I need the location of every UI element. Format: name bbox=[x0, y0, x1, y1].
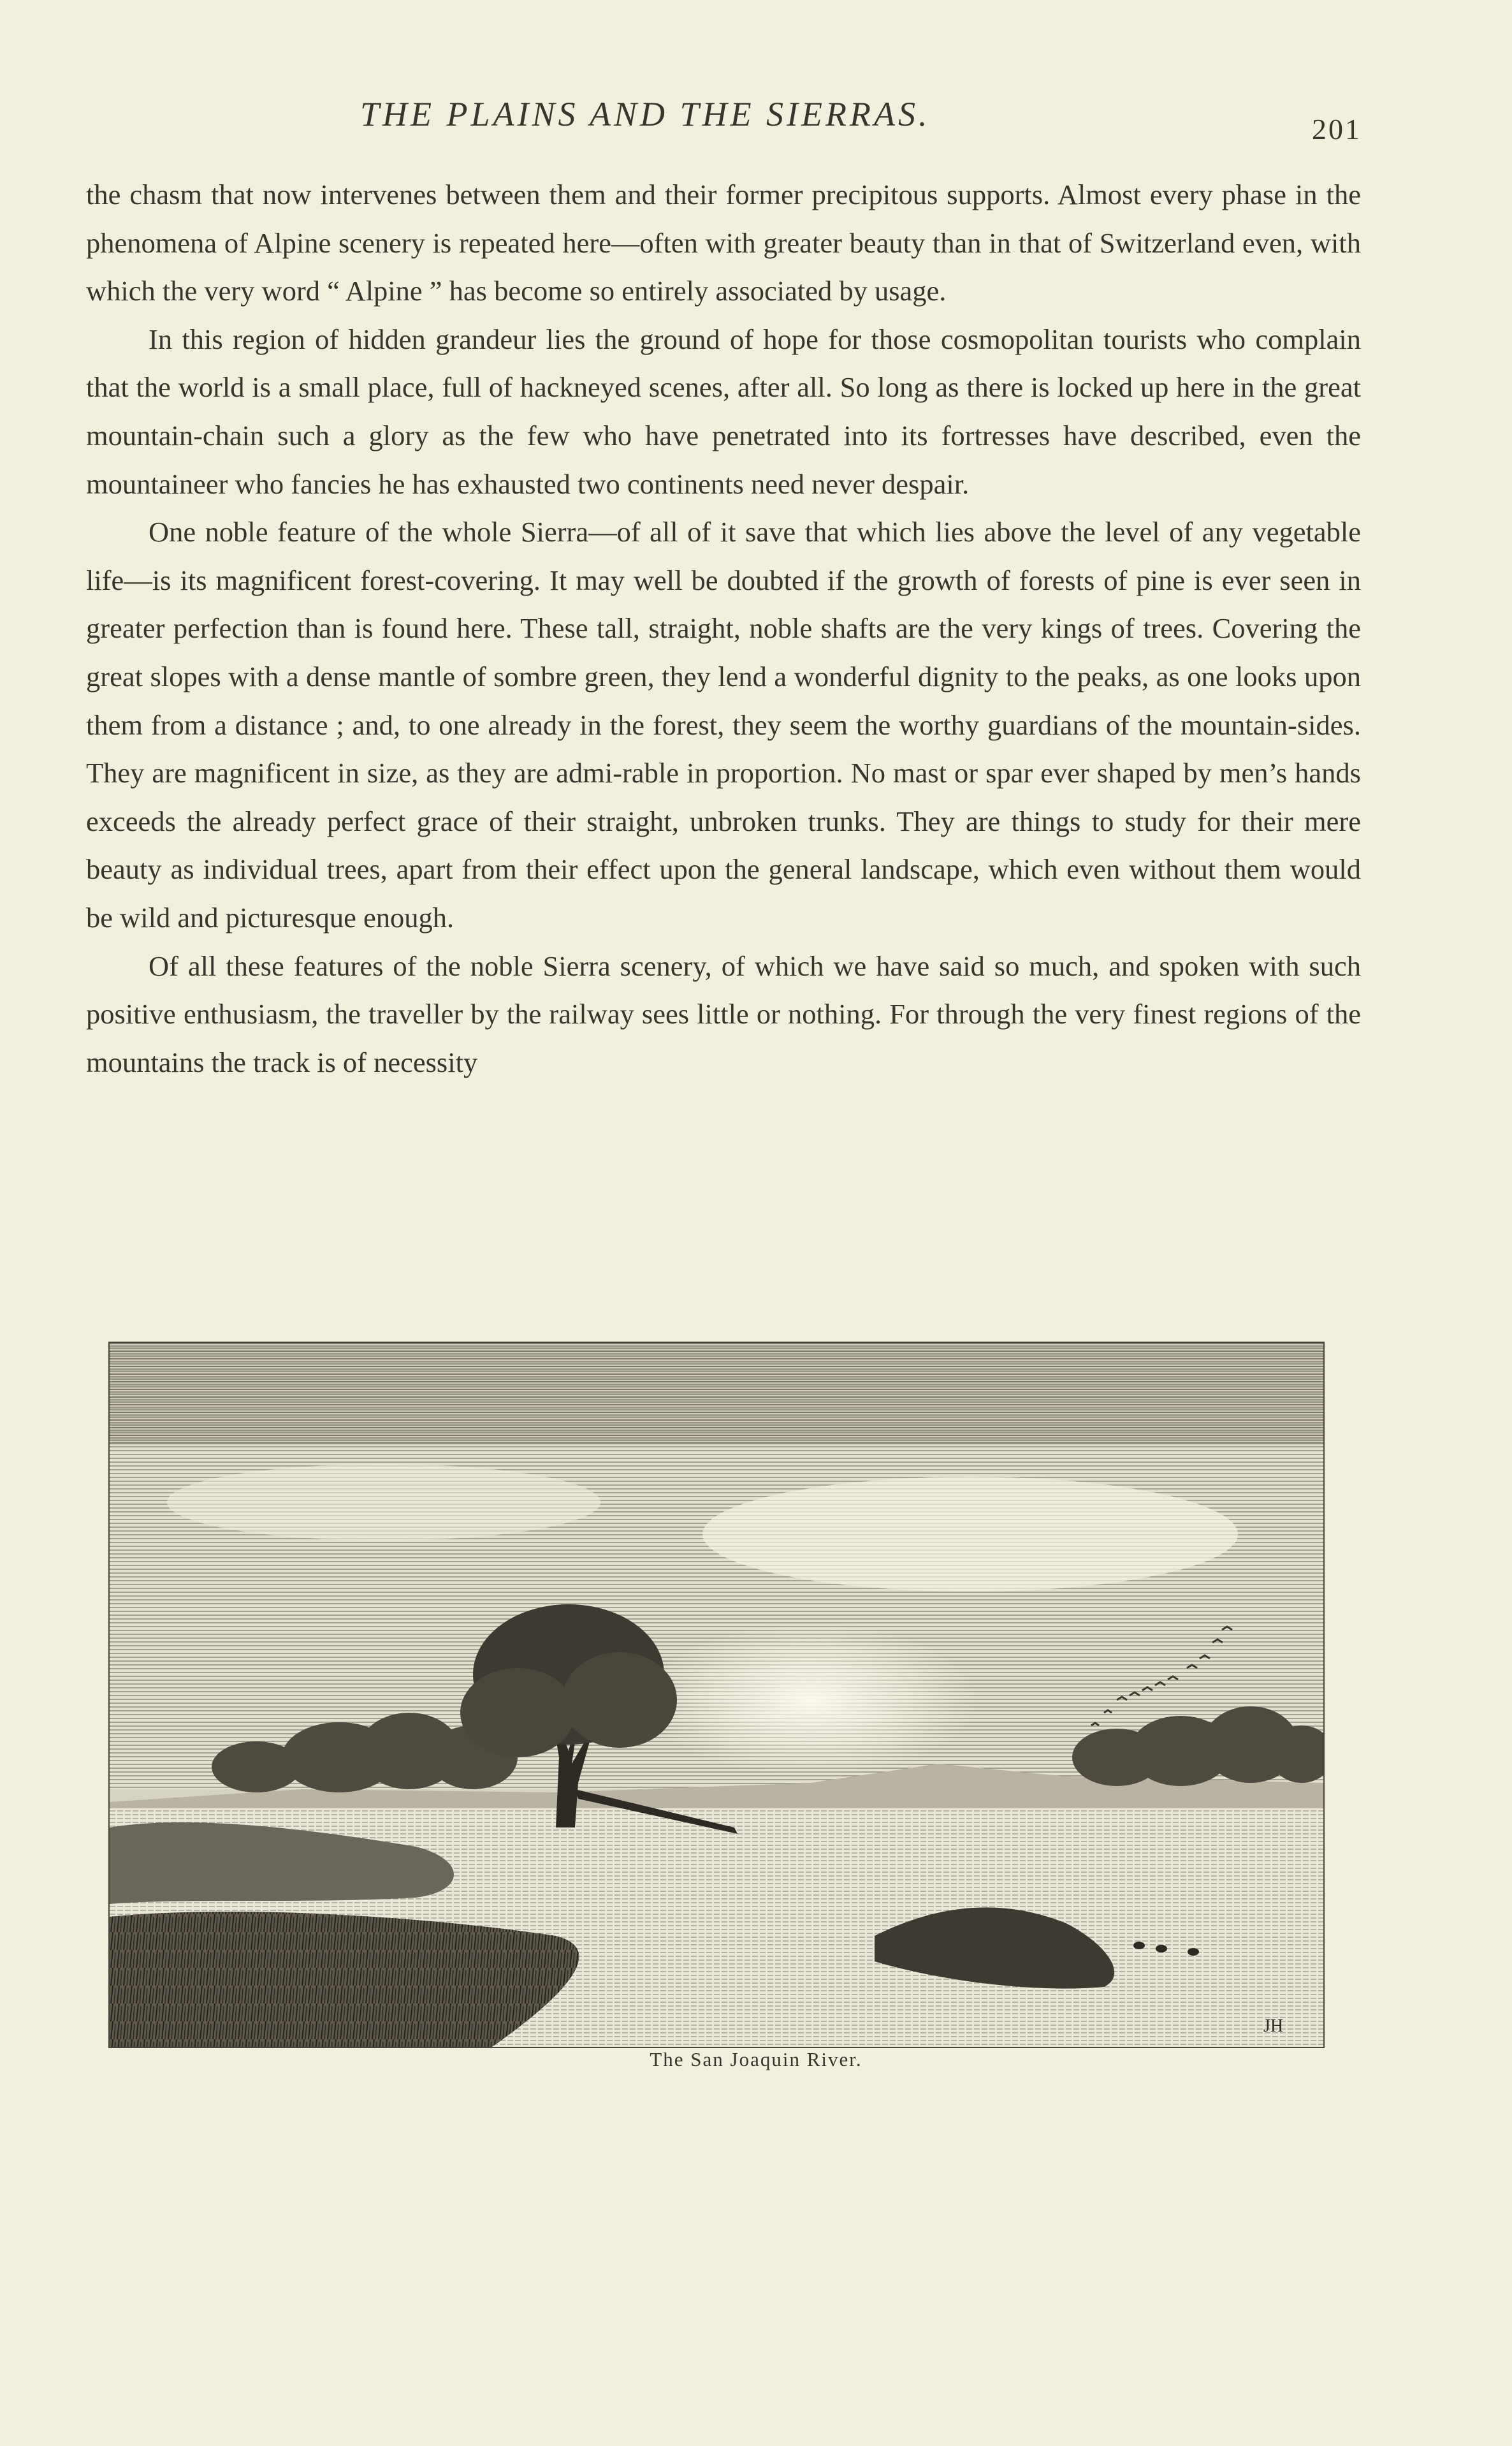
engraver-mark: JH bbox=[1263, 2016, 1284, 2036]
figure-caption: The San Joaquin River. bbox=[650, 2048, 862, 2070]
running-head bbox=[0, 94, 1512, 145]
foreground-grass bbox=[110, 1912, 579, 2047]
river-engraving bbox=[108, 1342, 1325, 2048]
running-title: THE PLAINS AND THE SIERRAS. bbox=[360, 95, 931, 133]
sun-glow bbox=[645, 1623, 977, 1776]
body-text bbox=[86, 171, 1361, 1087]
paragraph-1: the chasm that now intervenes between them and their former precipitous supports. Almost every phase in the phenomena of Alpine scenery is repeated here—often with greater beauty than in that of Switzerland even, with which the very word “ Alpine ” has become so entirely associated by usage. bbox=[86, 179, 1361, 307]
paragraph-4: Of all these features of the noble Sierra scenery, of which we have said so much, and spoken with such positive enthusiasm, the traveller by the railway sees little or nothing. For through the very finest regions of the mountains the track is of necessity bbox=[86, 949, 1361, 1078]
paragraph-3: One noble feature of the whole Sierra—of all of it save that which lies above the level of any vegetable life—is its magnificent forest-covering. It may well be doubted if the growth of forests of pine is ever seen in greater perfection than is found here. These tall, straight, noble shafts are the very kings of trees. Covering the great slopes with a dense mantle of sombre green, they lend a wonderful dignity to the peaks, as one looks upon them from a distance ; and, to one already in the forest, they seem the worthy guardians of the mountain-sides. They are magnificent in size, as they are admi-rable in proportion. No mast or spar ever shaped by men’s hands exceeds the already perfect grace of their straight, unbroken trunks. They are things to study for their mere beauty as individual trees, apart from their effect upon the general landscape, which even without them would be wild and picturesque enough. bbox=[86, 516, 1361, 934]
page-number: 201 bbox=[1312, 113, 1362, 145]
paragraph-2: In this region of hidden grandeur lies the ground of hope for those cosmopolitan tourists who complain that the world is a small place, full of hackneyed scenes, after all. So long as there is locked up here in the great mountain-chain such a glory as the few who have penetrated into its fortresses have described, even the mountaineer who fancies he has exhausted two continents need never despair. bbox=[86, 323, 1361, 500]
figure bbox=[108, 1342, 1325, 2446]
